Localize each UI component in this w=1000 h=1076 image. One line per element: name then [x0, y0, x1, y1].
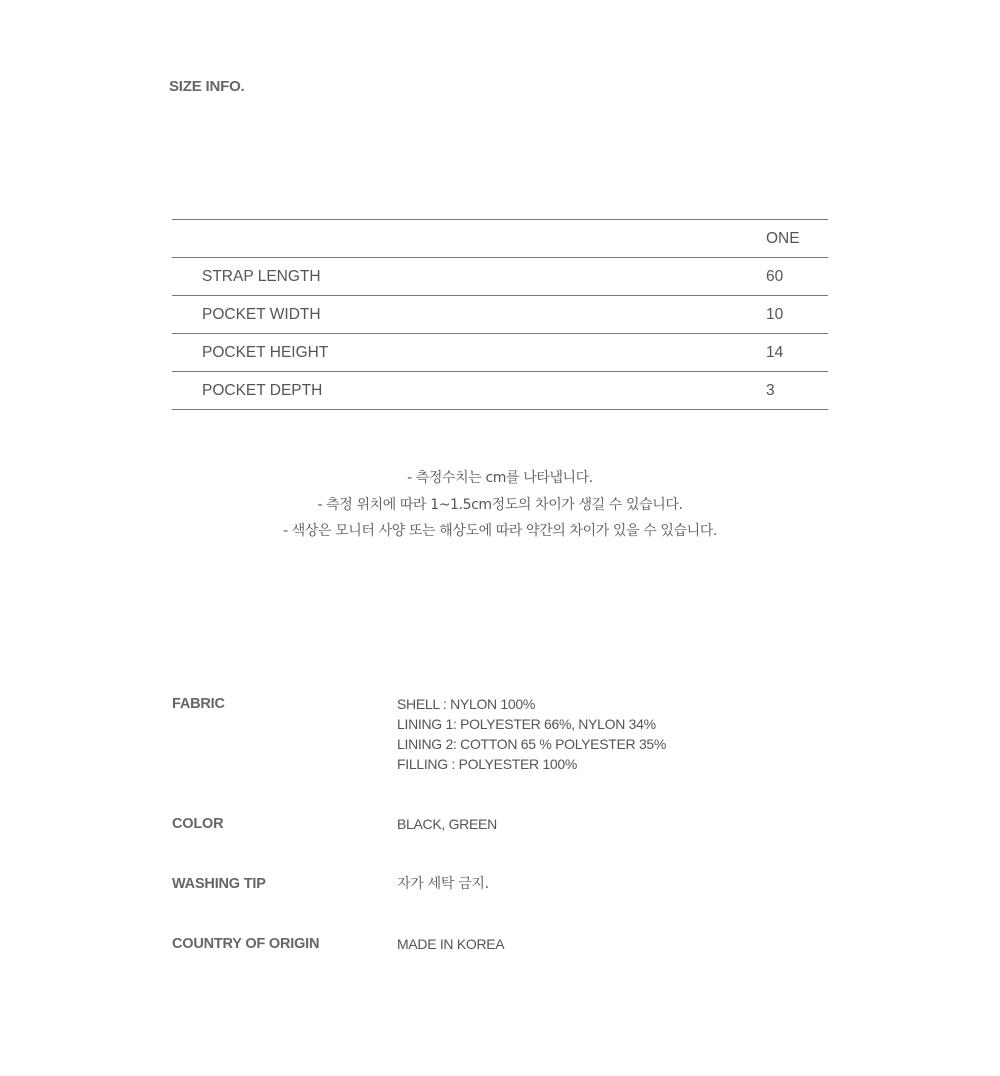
origin-value: MADE IN KOREA [397, 936, 505, 952]
color-value: BLACK, GREEN [397, 816, 497, 832]
section-title: SIZE INFO. [169, 78, 245, 95]
spec-label-fabric: FABRIC [172, 696, 225, 712]
size-value: 60 [766, 268, 784, 285]
size-table [172, 219, 828, 410]
fabric-line: LINING 1: POLYESTER 66%, NYLON 34% [397, 716, 656, 732]
spec-values-origin [397, 935, 504, 955]
spec-values-washing [397, 875, 489, 895]
fabric-line: FILLING : POLYESTER 100% [397, 756, 578, 772]
note-line: - 측정수치는 cm를 나타냅니다. [407, 470, 593, 486]
size-label: STRAP LENGTH [202, 268, 321, 285]
table-row [172, 258, 828, 296]
size-label: POCKET DEPTH [202, 382, 323, 399]
measurement-notes [0, 467, 1000, 547]
note-line: - 측정 위치에 따라 1~1.5cm정도의 차이가 생길 수 있습니다. [317, 496, 683, 513]
spec-values-color [397, 815, 497, 835]
table-row [172, 372, 828, 410]
fabric-line: SHELL : NYLON 100% [397, 696, 536, 712]
spec-label-origin: COUNTRY OF ORIGIN [172, 936, 320, 952]
washing-value: 자가 세탁 금지. [397, 876, 489, 892]
table-row [172, 296, 828, 334]
size-label: POCKET WIDTH [202, 306, 321, 323]
size-table-header [172, 220, 828, 258]
spec-values-fabric [397, 695, 666, 775]
size-label: POCKET HEIGHT [202, 344, 329, 361]
fabric-line: LINING 2: COTTON 65 % POLYESTER 35% [397, 736, 667, 752]
spec-label-color: COLOR [172, 816, 224, 832]
note-line: - 색상은 모니터 사양 또는 해상도에 따라 약간의 차이가 있을 수 있습니다. [283, 523, 717, 539]
size-value: 3 [766, 382, 775, 399]
spec-label-washing: WASHING TIP [172, 876, 266, 892]
size-value: 10 [766, 306, 784, 323]
size-value: 14 [766, 344, 784, 361]
size-header-value: ONE [766, 230, 800, 247]
table-row [172, 334, 828, 372]
